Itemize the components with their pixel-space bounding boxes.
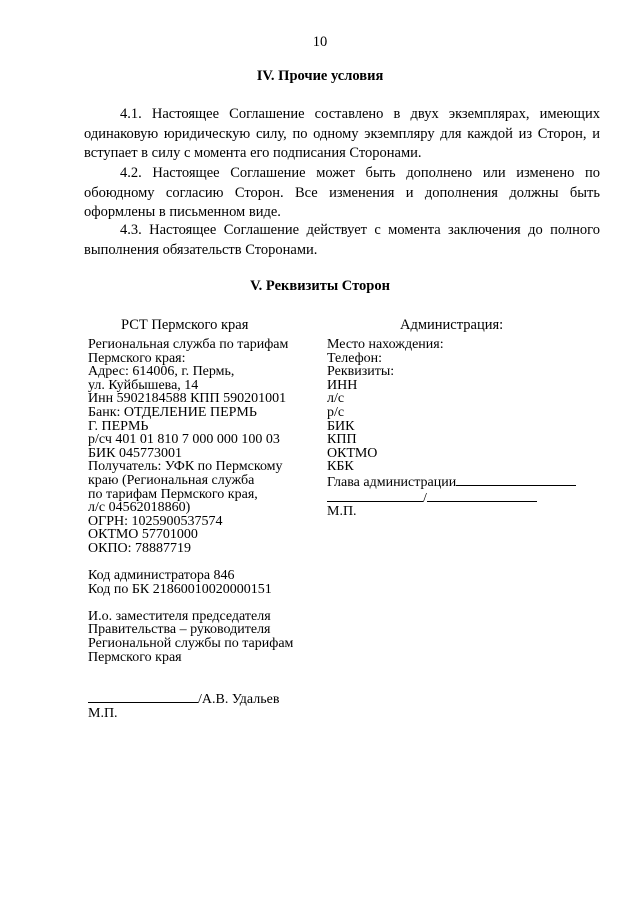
left-detail-line: ОКТМО 57701000	[88, 527, 198, 543]
left-detail-line: по тарифам Пермского края,	[88, 486, 258, 502]
right-party-title: Администрация:	[400, 317, 504, 333]
left-detail-line: И.о. заместителя председателя	[88, 608, 271, 624]
signatory-name: /А.В. Удальев	[198, 692, 280, 707]
left-party-title: РСТ Пермского края	[121, 317, 249, 333]
left-detail-line: ОКПО: 78887719	[88, 540, 192, 556]
left-stamp-label: М.П.	[88, 705, 118, 721]
left-detail-line: ул. Куйбышева, 14	[88, 377, 199, 393]
head-label: Глава администрации	[327, 475, 457, 490]
blank-line	[88, 556, 293, 570]
clause-4-3: 4.3. Настоящее Соглашение действует с момента заключения до полного выполнения обязательств Сторонами.	[84, 222, 600, 258]
left-detail-line: л/с 04562018860)	[88, 500, 191, 516]
left-detail-line: Правительства – руководителя	[88, 622, 271, 638]
right-signature-block	[327, 474, 576, 519]
left-detail-line: Пермского края	[88, 649, 182, 665]
left-party-details	[88, 338, 293, 664]
left-detail-line: Инн 5902184588 КПП 590201001	[88, 391, 287, 407]
clause-4-1: 4.1. Настоящее Соглашение составлено в двух экземплярах, имеющих одинаковую юридическую силу, по одному экземпляру для каждой из Сторон, и вступает в силу с момента его подписания Сторонами.	[84, 106, 600, 161]
blank-line	[88, 596, 293, 610]
left-detail-line: р/сч 401 01 810 7 000 000 100 03	[88, 432, 280, 448]
right-detail-line: КПП	[327, 432, 357, 448]
left-detail-line: краю (Региональная служба	[88, 472, 255, 488]
left-detail-line: Банк: ОТДЕЛЕНИЕ ПЕРМЬ	[88, 404, 257, 420]
left-detail-line: Региональной службы по тарифам	[88, 636, 294, 652]
right-detail-line: Телефон:	[327, 350, 383, 366]
left-detail-line: Код по БК 21860010020000151	[88, 581, 272, 597]
right-detail-line: р/с	[327, 404, 345, 420]
left-detail-line: БИК 045773001	[88, 445, 182, 461]
section-5-heading: V. Реквизиты Сторон	[250, 278, 390, 294]
clause-4-2: 4.2. Настоящее Соглашение может быть дополнено или изменено по обоюдному согласию Сторон. Все изменения и дополнения должны быть оформлены в письменном виде.	[84, 165, 600, 220]
right-detail-line: ОКТМО	[327, 445, 378, 461]
head-signature-line-2	[327, 490, 423, 502]
head-signature-line	[456, 474, 576, 486]
right-detail-line: Реквизиты:	[327, 364, 395, 380]
left-detail-line: Пермского края:	[88, 350, 186, 366]
left-detail-line: Получатель: УФК по Пермскому	[88, 459, 283, 475]
left-detail-line: Код администратора 846	[88, 568, 235, 584]
head-name-line	[427, 490, 537, 502]
left-detail-line: Адрес: 614006, г. Пермь,	[88, 364, 235, 380]
section-4-heading: IV. Прочие условия	[256, 68, 384, 84]
right-detail-line: БИК	[327, 418, 355, 434]
signature-separator: /	[423, 490, 427, 506]
left-signature-line	[88, 691, 198, 703]
left-detail-line: ОГРН: 1025900537574	[88, 513, 223, 529]
right-party-details	[327, 338, 444, 474]
right-detail-line: л/с	[327, 391, 345, 407]
page-number: 10	[312, 34, 328, 50]
left-detail-line: Региональная служба по тарифам	[88, 337, 289, 352]
left-signature-block	[88, 691, 279, 720]
left-detail-line: Г. ПЕРМЬ	[88, 418, 149, 434]
right-detail-line: Место нахождения:	[327, 337, 444, 352]
right-detail-line: ИНН	[327, 377, 358, 393]
right-detail-line: КБК	[327, 459, 354, 475]
right-stamp-label: М.П.	[327, 504, 357, 520]
